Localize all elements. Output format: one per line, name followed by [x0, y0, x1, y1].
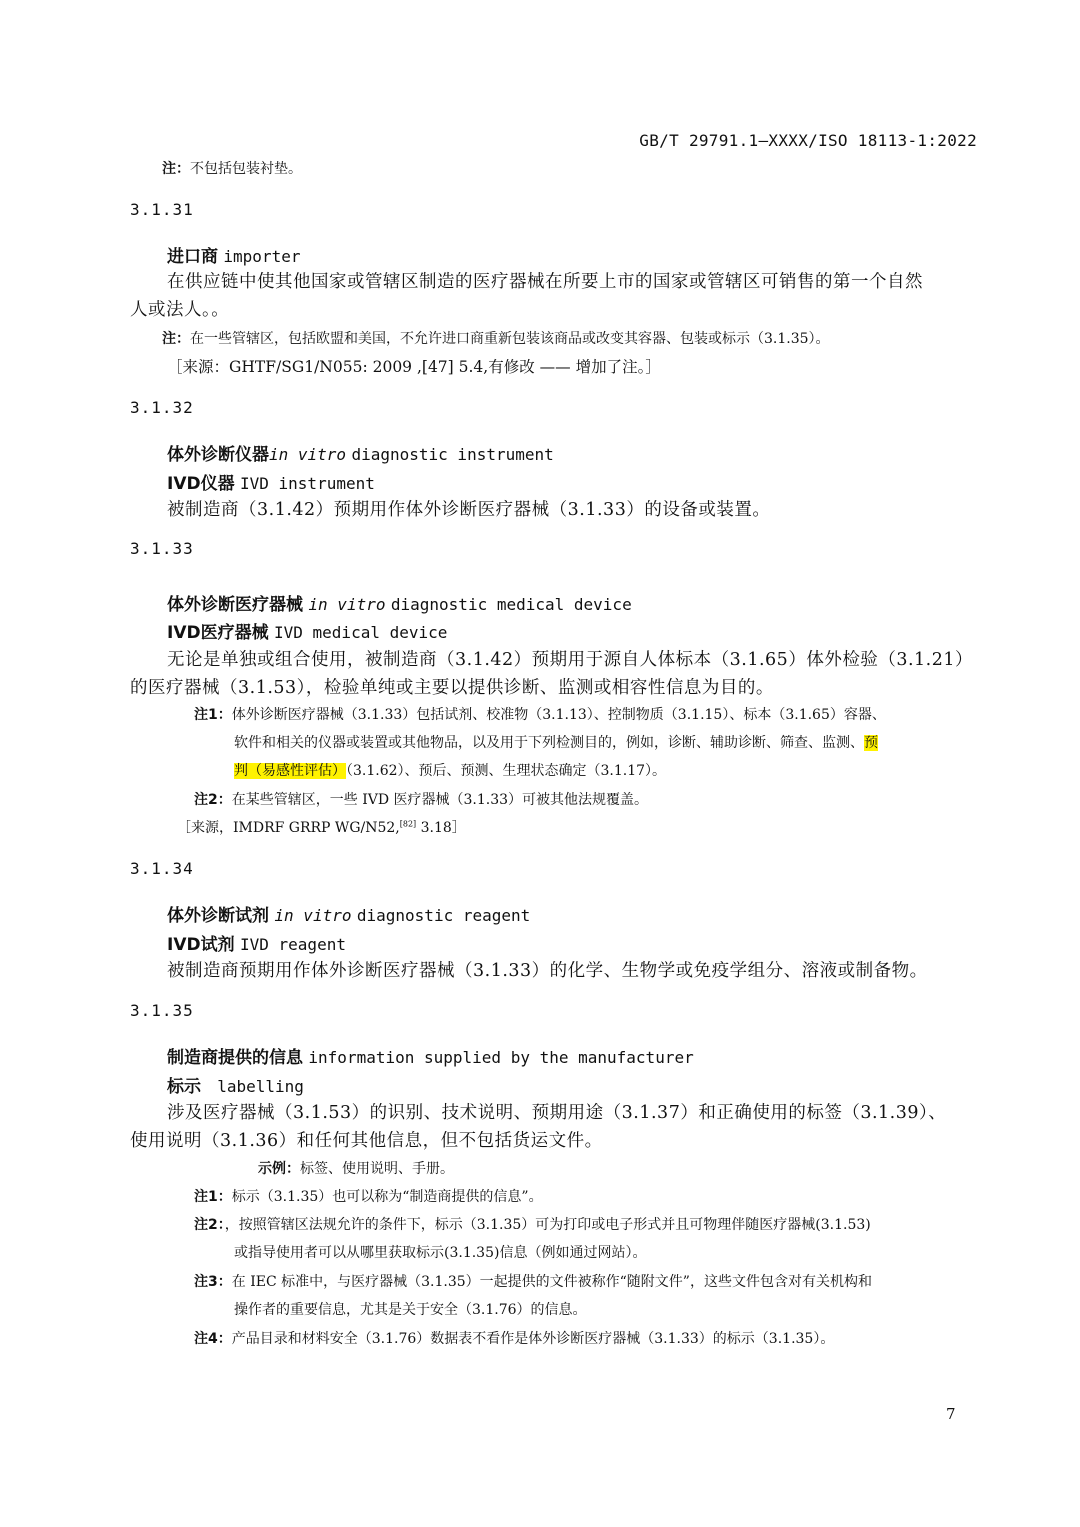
term-alt-en: IVD medical device	[274, 623, 448, 642]
term-alt-zh: IVD医疗器械	[167, 623, 269, 643]
running-header: GB/T 29791.1—XXXX/ISO 18113-1:2022	[639, 131, 977, 150]
reference-superscript: [82]	[399, 819, 417, 829]
note-text: 不包括包装衬垫。	[190, 161, 302, 177]
term-en-italic: in vitro	[269, 445, 347, 464]
note-label: 注2：	[194, 1217, 225, 1233]
term-alt-en: IVD reagent	[240, 935, 346, 954]
term-number: 3.1.34	[130, 859, 194, 878]
note-text: 标示（3.1.35）也可以称为“制造商提供的信息”。	[231, 1189, 543, 1205]
term-heading	[167, 242, 300, 267]
note-line	[194, 1328, 834, 1348]
term-alt-en: labelling	[217, 1077, 304, 1096]
term-alt-heading	[167, 469, 375, 494]
term-zh: 制造商提供的信息	[167, 1048, 303, 1068]
definition-line: 涉及医疗器械（3.1.53）的识别、技术说明、预期用途（3.1.37）和正确使用的标签（3.1.39）、	[167, 1103, 947, 1123]
term-alt-zh: IVD仪器	[167, 474, 235, 494]
term-number: 3.1.33	[130, 539, 194, 558]
note-line	[194, 1214, 871, 1234]
term-zh: 体外诊断医疗器械	[167, 595, 303, 615]
note-label: 注2：	[194, 792, 232, 808]
note-label: 注3：	[194, 1274, 232, 1290]
note-line	[162, 158, 302, 178]
note-label: 注4：	[194, 1331, 232, 1347]
definition-line: 被制造商（3.1.42）预期用作体外诊断医疗器械（3.1.33）的设备或装置。	[167, 500, 771, 520]
term-en: information supplied by the manufacturer	[308, 1048, 694, 1067]
example-line	[258, 1158, 454, 1178]
term-alt-heading	[167, 618, 447, 643]
definition-line: 人或法人。。	[130, 300, 230, 320]
note-label: 注1：	[194, 1189, 232, 1205]
note-text: 在一些管辖区，包括欧盟和美国，不允许进口商重新包装该商品或改变其容器、包装或标示（3.1.35）。	[190, 331, 830, 347]
note-line	[234, 760, 666, 780]
term-heading	[167, 1043, 694, 1068]
term-en-italic: in vitro	[308, 595, 386, 614]
note-line: 操作者的重要信息，尤其是关于安全（3.1.76）的信息。	[234, 1302, 587, 1318]
note-text: 在 IEC 标准中，与医疗器械（3.1.35）一起提供的文件被称作“随附文件”，这些文件包含对有关机构和	[231, 1274, 872, 1290]
term-en-italic: in vitro	[274, 906, 352, 925]
note-line	[162, 328, 830, 348]
note-text: 体外诊断医疗器械（3.1.33）包括试剂、校准物（3.1.13）、控制物质（3.1.15）、标本（3.1.65）容器、	[231, 707, 886, 723]
example-text: 标签、使用说明、手册。	[300, 1161, 454, 1177]
term-en: diagnostic medical device	[390, 595, 632, 614]
term-zh: 进口商	[167, 247, 218, 267]
definition-line: 被制造商预期用作体外诊断医疗器械（3.1.33）的化学、生物学或免疫学组分、溶液或制备物。	[167, 961, 928, 981]
term-en: diagnostic reagent	[356, 906, 531, 925]
note-line	[194, 789, 648, 809]
note-line	[194, 1186, 543, 1206]
note-line: 或指导使用者可以从哪里获取标示(3.1.35)信息（例如通过网站）。	[234, 1245, 647, 1261]
term-number: 3.1.31	[130, 200, 194, 219]
term-alt-zh: IVD试剂	[167, 935, 235, 955]
term-alt-en: IVD instrument	[240, 474, 375, 493]
term-alt-heading	[167, 930, 346, 955]
highlighted-text: 预	[864, 735, 878, 751]
note-label: 注1：	[194, 707, 232, 723]
note-text: 产品目录和材料安全（3.1.76）数据表不看作是体外诊断医疗器械（3.1.33）的标示（3.1.35）。	[231, 1331, 835, 1347]
highlighted-text: 判（易感性评估）	[234, 763, 346, 779]
term-zh: 体外诊断仪器	[167, 445, 269, 465]
term-number: 3.1.35	[130, 1001, 194, 1020]
definition-line: 使用说明（3.1.36）和任何其他信息，但不包括货运文件。	[130, 1131, 603, 1151]
definition-line: 无论是单独或组合使用，被制造商（3.1.42）预期用于源自人体标本（3.1.65）体外检验（3.1.21）	[167, 650, 973, 670]
note-line	[194, 704, 886, 724]
example-label: 示例：	[258, 1161, 300, 1177]
source-text: 3.18］	[416, 820, 466, 836]
note-text: （3.1.62）、预后、预测、生理状态确定（3.1.17）。	[346, 763, 667, 779]
term-number: 3.1.32	[130, 398, 194, 417]
term-alt-heading	[167, 1072, 304, 1097]
term-heading	[167, 590, 632, 615]
note-text: 软件和相关的仪器或装置或其他物品，以及用于下列检测目的，例如，诊断、辅助诊断、筛查、监测、	[234, 735, 864, 751]
term-zh: 体外诊断试剂	[167, 906, 269, 926]
note-line	[194, 1271, 872, 1291]
note-text: ，按照管辖区法规允许的条件下，标示（3.1.35）可为打印或电子形式并且可物理伴随医疗器械(3.1.53)	[224, 1217, 871, 1233]
term-heading	[167, 440, 554, 465]
term-en: diagnostic instrument	[351, 445, 554, 464]
note-line	[234, 732, 878, 752]
definition-line: 的医疗器械（3.1.53），检验单纯或主要以提供诊断、监测或相容性信息为目的。	[130, 678, 774, 698]
term-heading	[167, 901, 530, 926]
note-label: 注：	[162, 161, 190, 177]
note-label: 注：	[162, 331, 190, 347]
page-number: 7	[946, 1405, 956, 1423]
definition-line: 在供应链中使其他国家或管辖区制造的医疗器械在所要上市的国家或管辖区可销售的第一个自然	[167, 272, 923, 292]
source-reference: ［来源：GHTF/SG1/N055: 2009 ,[47] 5.4,有修改 —— 增加了注。］	[167, 358, 661, 376]
term-alt-zh: 标示	[167, 1077, 201, 1097]
source-text: ［来源，IMDRF GRRP WG/N52,	[177, 820, 400, 836]
term-en: importer	[223, 247, 301, 266]
note-text: 在某些管辖区，一些 IVD 医疗器械（3.1.33）可被其他法规覆盖。	[231, 792, 649, 808]
source-reference	[177, 817, 466, 837]
